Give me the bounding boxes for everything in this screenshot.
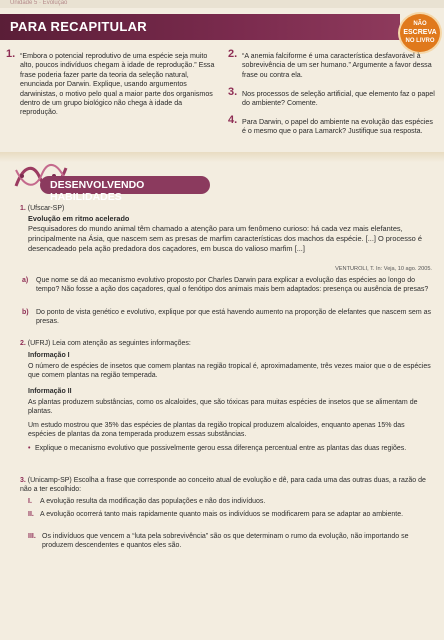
info-2-text-2: Um estudo mostrou que 35% das espécies de plantas da região tropical produzem alcaloides, enquanto apenas 15% das espécies de plantas da zona temperada produzem essas substâncias.: [28, 422, 405, 439]
statement-text: A evolução ocorrerá tanto mais rapidamente quanto mais os indivíduos se modificarem para se adaptar ao ambiente.: [40, 511, 404, 518]
roman-numeral: II.: [28, 511, 34, 518]
recap-title: PARA RECAPITULAR: [10, 19, 147, 34]
item-letter: b): [22, 309, 29, 316]
question-number: 1.: [20, 205, 26, 212]
passage-text: Pesquisadores do mundo animal têm chamado a atenção para um fenômeno curioso: há cada vez mais elefantes, principalmente na Ásia, que nascem sem as presas de marfim características dos machos da espécie. [...] O processo é desencadeado pela ação predadora dos caçadores, em busca do valioso marfim [...]: [28, 224, 422, 253]
roman-numeral: I.: [28, 498, 32, 505]
source-tag: (Ufscar-SP): [27, 205, 65, 212]
statement-text: A evolução resulta da modificação das populações e não dos indivíduos.: [40, 498, 266, 505]
item-letter: a): [22, 277, 29, 284]
question-number: 1.: [6, 48, 16, 60]
question-number: 2.: [20, 340, 26, 347]
info-1-title: Informação I: [28, 352, 70, 359]
dev-question-3-header: [20, 476, 432, 495]
top-strip: [0, 0, 444, 8]
dev-question-1-header: [20, 204, 436, 213]
dev-title: DESENVOLVENDO HABILIDADES: [50, 179, 145, 203]
recap-header-bar: [0, 14, 400, 40]
item-text: Do ponto de vista genético e evolutivo, explique por que está havendo aumento na proporção de elefantes que nascem sem as presas.: [36, 309, 431, 326]
passage-citation: VENTUROLI, T. In: Veja, 10 ago. 2005.: [335, 266, 432, 272]
question-number: 3.: [20, 477, 26, 484]
top-fragment: Unidade 5 · Evolução: [10, 0, 68, 6]
question-text: Nos processos de seleção artificial, que elemento faz o papel do ambiente? Comente.: [242, 90, 435, 108]
dev-question-2-header: [20, 339, 436, 348]
item-text: Que nome se dá ao mecanismo evolutivo proposto por Charles Darwin para explicar a evolução das espécies ao longo do tempo? Não fosse a ação dos caçadores, qual o fenótipo dos animais mais bem adaptados: presença ou ausência de presas?: [36, 277, 429, 294]
bullet-icon: •: [28, 445, 31, 452]
question-text: Para Darwin, o papel do ambiente na evolução das espécies é o mesmo que o para Lamarck? Justifique sua resposta.: [242, 118, 433, 136]
badge-line-2: ESCREVA: [403, 29, 437, 36]
passage-heading: Evolução em ritmo acelerado: [28, 214, 130, 223]
question-number: 4.: [228, 114, 238, 126]
info-1-text: O número de espécies de insetos que comem plantas na região tropical é, aproximadamente, três vezes maior que o de espécies que comem plantas na região temperada.: [28, 363, 431, 380]
question-number: 2.: [228, 48, 238, 60]
question-number: 3.: [228, 86, 238, 98]
badge-line-3: NO LIVRO: [405, 38, 435, 44]
do-not-write-badge: [398, 12, 442, 54]
info-2-text-1: As plantas produzem substâncias, como os alcaloides, que são tóxicas para muitas espécies de insetos que se alimentam de plantas.: [28, 399, 418, 416]
question-intro: (Unicamp-SP) Escolha a frase que corresponde ao conceito atual de evolução e dê, para cada uma das outras duas, a razão de não a ter escolhido:: [20, 477, 426, 494]
task-text: Explique o mecanismo evolutivo que possivelmente gerou essa diferença percentual entre as plantas das duas regiões.: [35, 445, 407, 452]
roman-numeral: III.: [28, 533, 36, 540]
question-text: “A anemia falciforme é uma característica desfavorável à sobrevivência de um ser humano.” Argumente a favor dessa frase ou contra ela.: [242, 52, 432, 79]
badge-line-1: NÃO: [413, 21, 427, 27]
question-intro: (UFRJ) Leia com atenção as seguintes informações:: [27, 340, 191, 347]
statement-text: Os indivíduos que vencem a “luta pela sobrevivência” são os que determinam o rumo da evolução, não importando se produzem descendentes e quantos eles são.: [42, 533, 409, 550]
dev-header-bar: [40, 176, 210, 203]
question-text: “Embora o potencial reprodutivo de uma espécie seja muito alto, poucos indivíduos chegam à idade de reprodução.” Essa frase poderia fazer parte da teoria da seleção natural, enunciada por Darwin. Explique, usando argumentos darwinistas, o motivo pelo qual a maior parte dos organismos dentro de um grupo biológico não chega à idade da reprodução.: [20, 52, 215, 117]
info-2-title: Informação II: [28, 388, 72, 395]
